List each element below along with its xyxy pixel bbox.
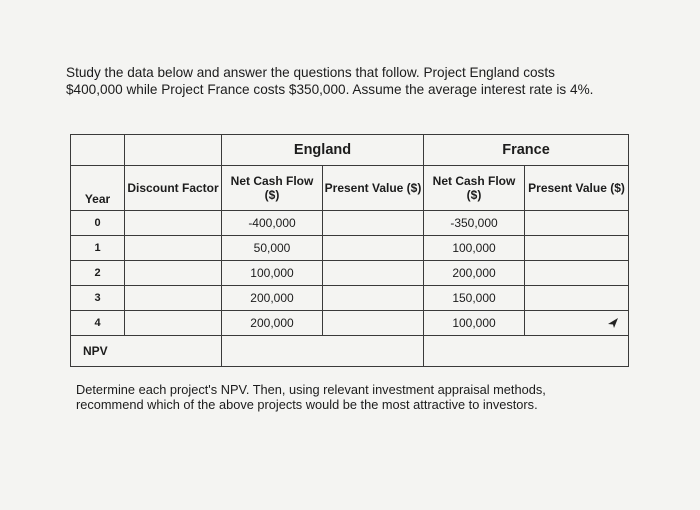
- table-row: [71, 211, 629, 236]
- discount-factor-cell[interactable]: [125, 286, 222, 311]
- table-row: [71, 261, 629, 286]
- discount-factor-cell[interactable]: [125, 211, 222, 236]
- england-ncf-cell: 100,000: [222, 261, 323, 286]
- france-net-cash-flow-header: Net Cash Flow ($): [424, 166, 525, 211]
- year-cell: 2: [71, 261, 125, 286]
- blank-header-cell: [125, 135, 222, 166]
- cursor-arrow-icon: [606, 316, 620, 330]
- year-cell: 1: [71, 236, 125, 261]
- england-npv-cell[interactable]: [222, 336, 424, 367]
- discount-factor-cell[interactable]: [125, 261, 222, 286]
- england-ncf-cell: -400,000: [222, 211, 323, 236]
- column-header-row: [71, 166, 629, 211]
- intro-line-1: Study the data below and answer the questions that follow. Project England costs: [66, 65, 555, 80]
- england-ncf-cell: 200,000: [222, 311, 323, 336]
- npv-label: NPV: [71, 336, 222, 367]
- question-text: [76, 382, 636, 412]
- england-pv-cell[interactable]: [323, 261, 424, 286]
- question-line-1: Determine each project's NPV. Then, using relevant investment appraisal methods,: [76, 382, 546, 397]
- france-npv-cell[interactable]: [424, 336, 629, 367]
- cash-flow-table: [70, 134, 629, 367]
- intro-line-2: $400,000 while Project France costs $350,000. Assume the average interest rate is 4%.: [66, 82, 594, 97]
- year-cell: 3: [71, 286, 125, 311]
- england-net-cash-flow-header: Net Cash Flow ($): [222, 166, 323, 211]
- england-pv-cell[interactable]: [323, 311, 424, 336]
- question-line-2: recommend which of the above projects would be the most attractive to investors.: [76, 397, 538, 412]
- england-pv-cell[interactable]: [323, 236, 424, 261]
- france-ncf-cell: 100,000: [424, 311, 525, 336]
- england-pv-cell[interactable]: [323, 211, 424, 236]
- intro-text: [66, 64, 666, 98]
- table-row: [71, 236, 629, 261]
- france-ncf-cell: 100,000: [424, 236, 525, 261]
- table-row: [71, 311, 629, 336]
- discount-factor-header: Discount Factor: [125, 166, 222, 211]
- england-present-value-header: Present Value ($): [323, 166, 424, 211]
- france-ncf-cell: 200,000: [424, 261, 525, 286]
- year-cell: 4: [71, 311, 125, 336]
- france-pv-cell[interactable]: [525, 286, 629, 311]
- france-present-value-header: Present Value ($): [525, 166, 629, 211]
- table-row: [71, 286, 629, 311]
- blank-corner-cell: [71, 135, 125, 166]
- france-pv-cell[interactable]: [525, 261, 629, 286]
- england-pv-cell[interactable]: [323, 286, 424, 311]
- year-cell: 0: [71, 211, 125, 236]
- discount-factor-cell[interactable]: [125, 311, 222, 336]
- france-ncf-cell: 150,000: [424, 286, 525, 311]
- project-header-row: [71, 135, 629, 166]
- discount-factor-cell[interactable]: [125, 236, 222, 261]
- france-pv-cell[interactable]: [525, 211, 629, 236]
- england-ncf-cell: 200,000: [222, 286, 323, 311]
- france-pv-cell[interactable]: [525, 236, 629, 261]
- project-england-header: England: [222, 135, 424, 166]
- project-france-header: France: [424, 135, 629, 166]
- year-header: Year: [71, 166, 125, 211]
- france-ncf-cell: -350,000: [424, 211, 525, 236]
- npv-row: [71, 336, 629, 367]
- england-ncf-cell: 50,000: [222, 236, 323, 261]
